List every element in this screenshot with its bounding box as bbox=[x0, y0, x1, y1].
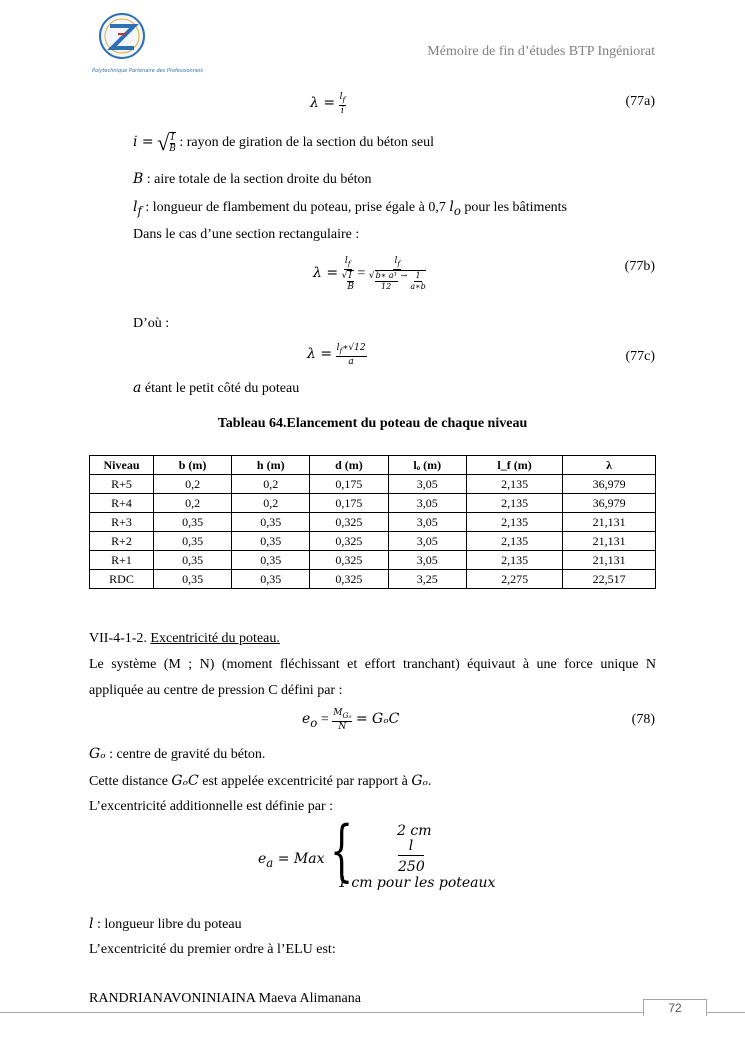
table-row bbox=[90, 532, 656, 551]
header-title: Mémoire de fin d’études BTP Ingéniorat bbox=[427, 44, 655, 59]
table-cell: 0,35 bbox=[154, 513, 232, 532]
table-cell: 0,325 bbox=[310, 532, 388, 551]
definition-lf: $l_f$ : longueur de flambement du poteau, prise égale à 0,7 $l_o$ pour les bâtiments bbox=[133, 199, 567, 218]
header-lf: l_f (m) bbox=[466, 456, 562, 475]
table-cell: R+5 bbox=[90, 475, 154, 494]
table-row bbox=[90, 475, 656, 494]
table-cell: 22,517 bbox=[563, 570, 656, 589]
go-definition: Gₒ : centre de gravité du béton. bbox=[89, 746, 266, 762]
table-cell: 0,35 bbox=[154, 551, 232, 570]
table-cell: 3,05 bbox=[388, 475, 466, 494]
a-definition: a étant le petit côté du poteau bbox=[133, 380, 300, 396]
equation-77a: λ = $\frac{l_f}{i}$ bbox=[310, 92, 346, 116]
table-cell: R+2 bbox=[90, 532, 154, 551]
paragraph-line-1: Le système (M ; N) (moment fléchissant et effort tranchant) équivaut à une force unique N bbox=[89, 657, 656, 672]
header-niveau: Niveau bbox=[90, 456, 154, 475]
table-cell: 0,35 bbox=[232, 513, 310, 532]
table-cell: 21,131 bbox=[563, 532, 656, 551]
table-cell: 0,2 bbox=[154, 475, 232, 494]
header-b: b (m) bbox=[154, 456, 232, 475]
table-cell: 2,275 bbox=[466, 570, 562, 589]
table-cell: 21,131 bbox=[563, 551, 656, 570]
equation-77c: λ = $\frac{l_f∗√12}{a}$ bbox=[307, 343, 366, 367]
distance-line: Cette distance GₒC est appelée excentricité par rapport à Gₒ. bbox=[89, 773, 432, 789]
table-cell: 0,175 bbox=[310, 494, 388, 513]
section-heading: VII-4-1-2. Excentricité du poteau. bbox=[89, 631, 280, 646]
equation-number-78: (78) bbox=[631, 712, 655, 727]
paragraph-line-2: appliquée au centre de pression C défini par : bbox=[89, 683, 343, 698]
equation-78: $e_o$ = $\frac{M_{G_o}}{N}$ = GₒC bbox=[302, 708, 400, 732]
equation-77b: λ = $l_f$ √ $\frac{I}{B}$ = $l_f$ √ $\frac{\text{b∗ a³}}{12}$ → $\frac{1}{a∗b}$ bbox=[313, 255, 426, 292]
header-lo: lₒ (m) bbox=[388, 456, 466, 475]
table-cell: 36,979 bbox=[563, 494, 656, 513]
table-cell: 0,325 bbox=[310, 513, 388, 532]
ea-case-3: 1 cm pour les poteaux bbox=[338, 875, 496, 891]
ea-case-2-denominator: 250 bbox=[398, 859, 425, 875]
school-logo bbox=[90, 12, 203, 92]
table-cell: 3,05 bbox=[388, 551, 466, 570]
dou-text: D’où : bbox=[133, 316, 170, 331]
header-lambda: λ bbox=[563, 456, 656, 475]
table-cell: 2,135 bbox=[466, 513, 562, 532]
table-cell: 0,35 bbox=[232, 551, 310, 570]
ea-case-2-numerator: l bbox=[398, 837, 424, 856]
footer-author: RANDRIANAVONINIAINA Maeva Alimanana bbox=[89, 991, 361, 1006]
footer-divider bbox=[0, 1012, 745, 1013]
table-cell: 0,325 bbox=[310, 570, 388, 589]
table-row bbox=[90, 513, 656, 532]
table-cell: 0,325 bbox=[310, 551, 388, 570]
table-header-row bbox=[90, 456, 656, 475]
table-row bbox=[90, 570, 656, 589]
table-cell: 0,2 bbox=[232, 494, 310, 513]
ea-label: $e_a$ = Max bbox=[258, 851, 325, 870]
equation-number-77a: (77a) bbox=[625, 94, 655, 109]
first-order-text: L’excentricité du premier ordre à l’ELU est: bbox=[89, 942, 336, 957]
table-row bbox=[90, 551, 656, 570]
table-cell: 2,135 bbox=[466, 494, 562, 513]
logo-text: Polytechnique Partenaire des Professionnels bbox=[92, 68, 203, 74]
table-cell: 0,2 bbox=[154, 494, 232, 513]
table-cell: R+1 bbox=[90, 551, 154, 570]
definition-i: i = √ $\frac{I}{B}$ : rayon de giration de la section du béton seul bbox=[133, 129, 435, 155]
table-cell: 0,35 bbox=[154, 532, 232, 551]
table-row bbox=[90, 494, 656, 513]
l-definition: l : longueur libre du poteau bbox=[89, 916, 242, 932]
table-cell: 0,35 bbox=[232, 570, 310, 589]
rectangular-case-text: Dans le cas d’une section rectangulaire : bbox=[133, 227, 360, 242]
table-cell: 36,979 bbox=[563, 475, 656, 494]
slenderness-table bbox=[89, 455, 656, 589]
header-h: h (m) bbox=[232, 456, 310, 475]
table-cell: R+4 bbox=[90, 494, 154, 513]
table-cell: RDC bbox=[90, 570, 154, 589]
table-caption: Tableau 64.Elancement du poteau de chaque niveau bbox=[217, 416, 528, 431]
table-cell: 3,05 bbox=[388, 494, 466, 513]
definition-b: B : aire totale de la section droite du béton bbox=[133, 171, 372, 187]
table-cell: 0,175 bbox=[310, 475, 388, 494]
equation-number-77b: (77b) bbox=[624, 259, 655, 274]
table-cell: 3,05 bbox=[388, 513, 466, 532]
ea-case-1: 2 cm bbox=[397, 823, 432, 839]
left-brace: { bbox=[330, 812, 354, 889]
table-cell: 21,131 bbox=[563, 513, 656, 532]
header-d: d (m) bbox=[310, 456, 388, 475]
table-cell: 0,35 bbox=[154, 570, 232, 589]
table-cell: 0,35 bbox=[232, 532, 310, 551]
table-cell: R+3 bbox=[90, 513, 154, 532]
equation-number-77c: (77c) bbox=[625, 349, 655, 364]
table-cell: 0,2 bbox=[232, 475, 310, 494]
table-cell: 3,25 bbox=[388, 570, 466, 589]
page-number: 72 bbox=[643, 999, 707, 1016]
additional-eccentricity-text: L’excentricité additionnelle est définie par : bbox=[89, 799, 333, 814]
table-cell: 2,135 bbox=[466, 532, 562, 551]
table-cell: 3,05 bbox=[388, 532, 466, 551]
table-cell: 2,135 bbox=[466, 475, 562, 494]
table-cell: 2,135 bbox=[466, 551, 562, 570]
